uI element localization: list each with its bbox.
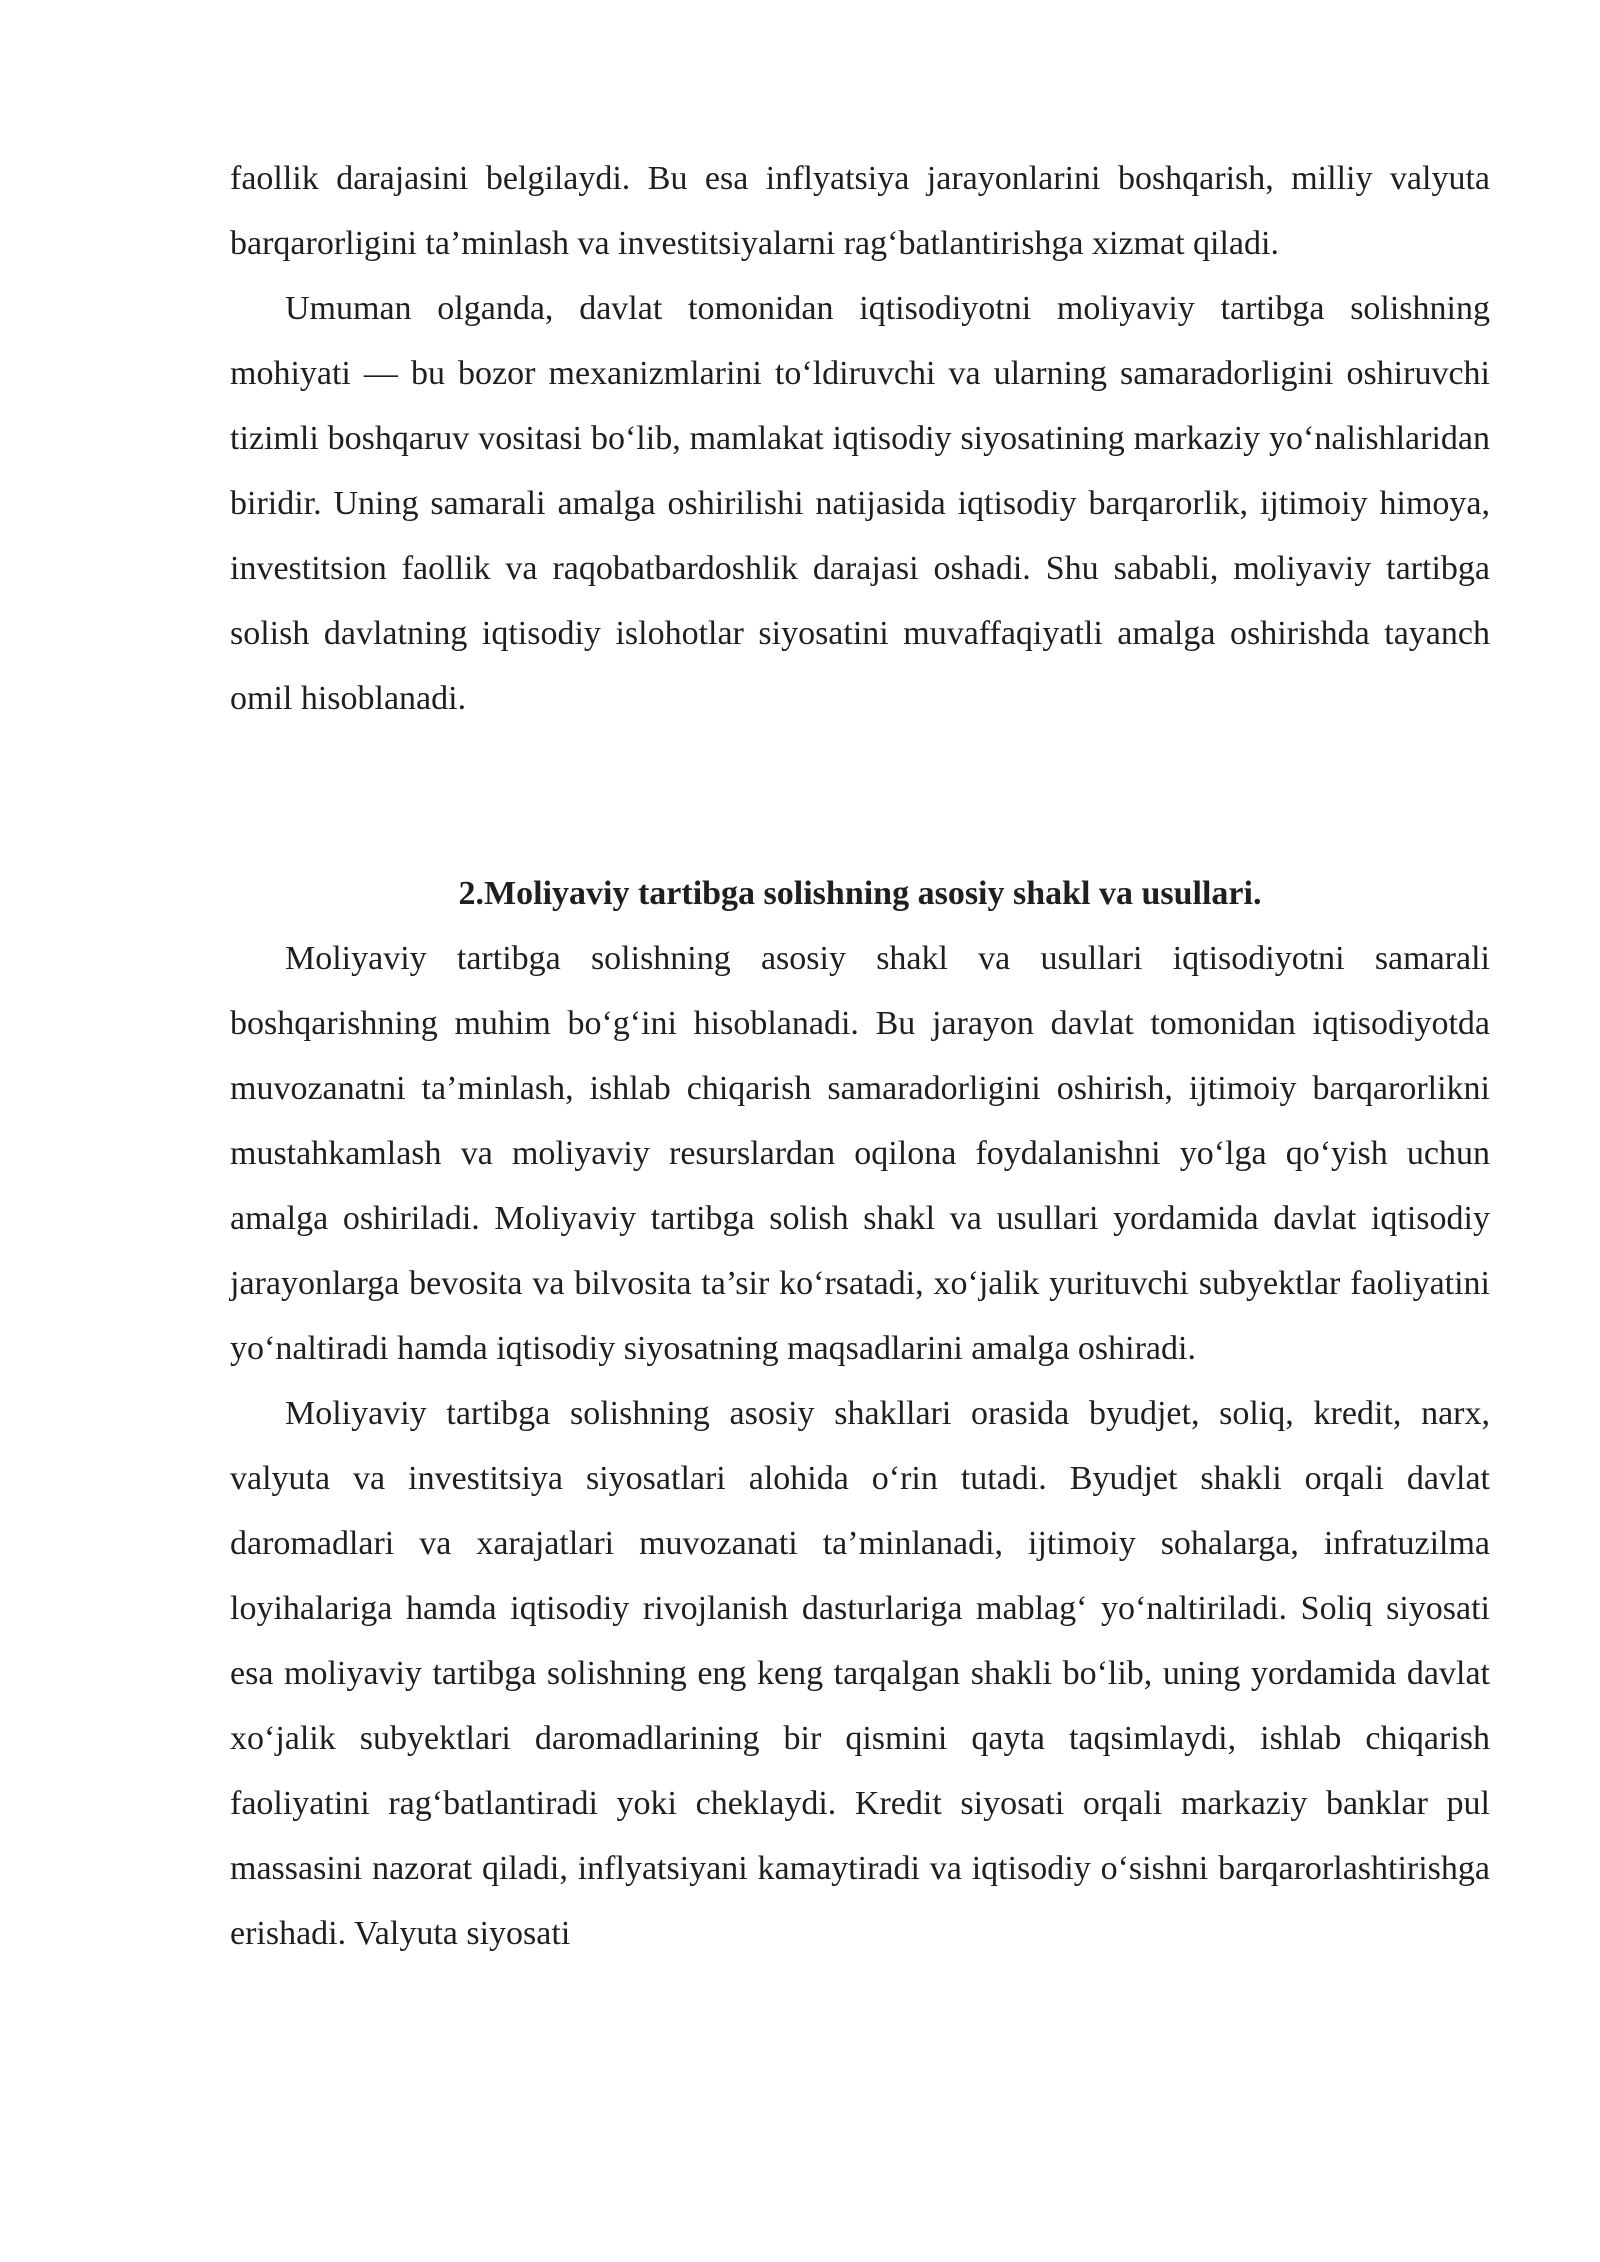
section-heading: 2.Moliyaviy tartibga solishning asosiy shakl va usullari.	[458, 875, 1262, 912]
section-spacer	[230, 731, 1490, 861]
paragraph-summary: Umuman olganda, davlat tomonidan iqtisodiyotni moliyaviy tartibga solishning mohiyati — bu bozor mexanizmlarini to‘ldiruvchi va ularning samaradorligini oshiruvchi tizimli boshqaruv vositasi bo‘lib, mamlakat iqtisodiy siyosatining markaziy yo‘nalishlaridan biridir. Uning samarali amalga oshirilishi natijasida iqtisodiy barqarorlik, ijtimoiy himoya, investitsion faollik va raqobatbardoshlik darajasi oshadi. Shu sababli, moliyaviy tartibga solish davlatning iqtisodiy islohotlar siyosatini muvaffaqiyatli amalga oshirishda tayanch omil hisoblanadi.	[230, 290, 1490, 717]
paragraph-continuation: faollik darajasini belgilaydi. Bu esa inflyatsiya jarayonlarini boshqarish, milliy valyuta barqarorligini ta’minlash va investitsiyalarni rag‘batlantirishga xizmat qiladi.	[230, 160, 1490, 262]
paragraph-intro: Moliyaviy tartibga solishning asosiy shakl va usullari iqtisodiyotni samarali boshqarishning muhim bo‘g‘ini hisoblanadi. Bu jarayon davlat tomonidan iqtisodiyotda muvozanatni ta’minlash, ishlab chiqarish samaradorligini oshirish, ijtimoiy barqarorlikni mustahkamlash va moliyaviy resurslardan oqilona foydalanishni yo‘lga qo‘yish uchun amalga oshiriladi. Moliyaviy tartibga solish shakl va usullari yordamida davlat iqtisodiy jarayonlarga bevosita va bilvosita ta’sir ko‘rsatadi, xo‘jalik yurituvchi subyektlar faoliyatini yo‘naltiradi hamda iqtisodiy siyosatning maqsadlarini amalga oshiradi.	[230, 940, 1490, 1367]
paragraph-forms: Moliyaviy tartibga solishning asosiy shakllari orasida byudjet, soliq, kredit, narx, valyuta va investitsiya siyosatlari alohida o‘rin tutadi. Byudjet shakli orqali davlat daromadlari va xarajatlari muvozanati ta’minlanadi, ijtimoiy sohalarga, infratuzilma loyihalariga hamda iqtisodiy rivojlanish dasturlariga mablag‘ yo‘naltiriladi. Soliq siyosati esa moliyaviy tartibga solishning eng keng tarqalgan shakli bo‘lib, uning yordamida davlat xo‘jalik subyektlari daromadlarining bir qismini qayta taqsimlaydi, ishlab chiqarish faoliyatini rag‘batlantiradi yoki cheklaydi. Kredit siyosati orqali markaziy banklar pul massasini nazorat qiladi, inflyatsiyani kamaytiradi va iqtisodiy o‘sishni barqarorlashtirishga erishadi. Valyuta siyosati	[230, 1395, 1490, 1952]
document-page	[230, 146, 1490, 1966]
